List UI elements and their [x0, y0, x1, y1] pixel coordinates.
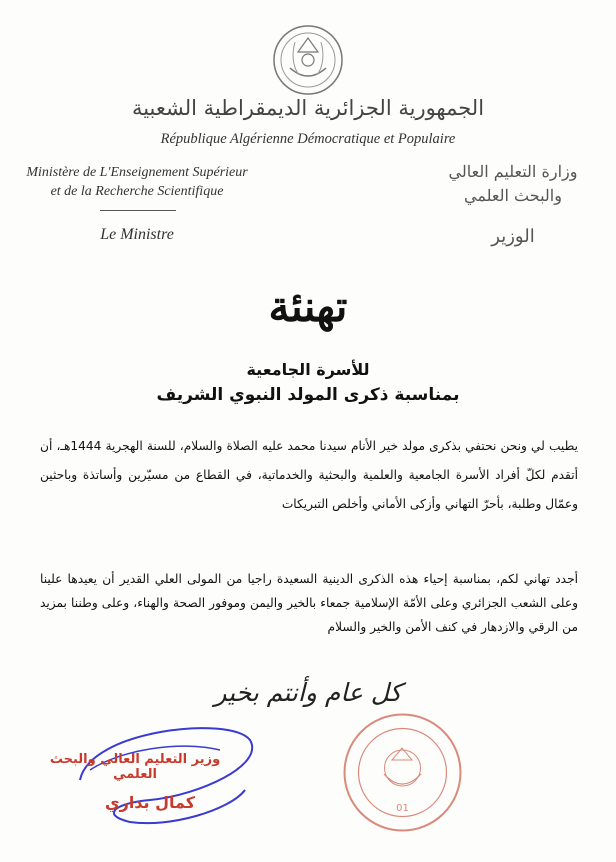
subheading-occasion: بمناسبة ذكرى المولد النبوي الشريف	[156, 385, 460, 405]
subheading-university-family: للأسرة الجامعية	[246, 360, 370, 379]
closing-greeting: كل عام وأنتم بخير	[214, 678, 402, 707]
ministry-arabic-line2: والبحث العلمي	[464, 186, 562, 205]
ministry-name-french	[12, 163, 262, 201]
signatory-name: كمال بداري	[104, 793, 196, 812]
official-seal-icon	[340, 710, 465, 835]
body-paragraph-1: يطيب لي ونحن نحتفي بذكرى مولد خير الأنام سيدنا محمد عليه الصلاة والسلام، للسنة الهجرية 1444هـ، أن أتقدم لكلّ أفراد الأسرة الجامعية والعلمية والبحثية والخدماتية، في القطاع من مسيّرين وأساتذة وباحثين وعمّال وطلبة، بأحرّ التهاني وأزكى الأماني وأخلص التبريكات	[40, 439, 578, 511]
divider	[100, 210, 176, 211]
ministry-french-line1: Ministère de L'Enseignement Supérieur	[26, 165, 248, 180]
stamp-number: 01	[396, 803, 409, 814]
ministry-french-line2: et de la Recherche Scientifique	[50, 184, 224, 199]
ministry-arabic-line1: وزارة التعليم العالي	[448, 162, 578, 181]
ministry-name-arabic	[420, 160, 606, 208]
algeria-emblem-icon	[270, 22, 346, 98]
body-paragraph-2: أجدد تهاني لكم، بمناسبة إحياء هذه الذكرى الدينية السعيدة راجيا من المولى العلي القدير أن يعيدها علينا وعلى الشعب الجزائري وعلى الأمّة الإسلامية جمعاء بالخير واليمن وموفور الصحة والهناء، وعلى وطننا بمزيد من الرقي والازدهار في كنف الأمن والخير والسلام	[40, 572, 578, 634]
republic-name-arabic: الجمهورية الجزائرية الديمقراطية الشعبية	[131, 96, 485, 120]
page-title: تهنئة	[268, 282, 348, 331]
republic-name-french: République Algérienne Démocratique et Populaire	[160, 131, 456, 147]
minister-title-arabic: الوزير	[491, 226, 535, 247]
minister-title-french: Le Ministre	[100, 226, 174, 243]
signatory-title: وزير التعليم العالي والبحث العلمي	[49, 752, 221, 782]
